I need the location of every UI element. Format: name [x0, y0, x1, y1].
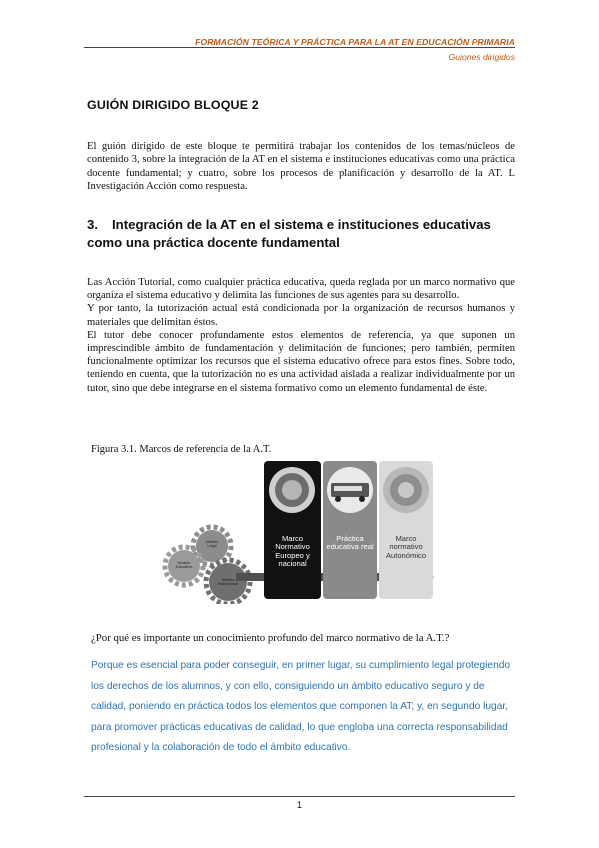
- header-rule: [84, 47, 515, 48]
- page-number: 1: [296, 800, 302, 810]
- document-title: GUIÓN DIRIGIDO BLOQUE 2: [87, 98, 259, 112]
- question-text: ¿Por qué es importante un conocimiento profundo del marco normativo de la A.T.?: [91, 632, 450, 644]
- gear-label: Modelo Legal: [205, 540, 219, 549]
- figure-frameworks: [150, 461, 438, 604]
- section-title: Integración de la AT en el sistema e instituciones educativas como una práctica docente fundamental: [87, 217, 491, 250]
- footer-rule: [84, 796, 515, 797]
- body-paragraph: El tutor debe conocer profundamente estos elementos de referencia, ya que suponen un imprescindible ámbito de fundamentación y delimitación de funciones; pero también, permiten funcionalmente optimizar los recursos que el sistema educativo ofrece para estos fines. Sobre todo, teniendo en cuenta, que la tutorización no es una actividad aislada a realizar individualmente por un tutor, sino que debe integrarse en el sistema formativo como un elemento fundamental de éste.: [87, 329, 515, 394]
- gear-label: Modelo Educativo: [175, 561, 193, 570]
- header-title: FORMACIÓN TEÓRICA Y PRÁCTICA PARA LA AT EN EDUCACIÓN PRIMARIA: [195, 37, 515, 47]
- column-label-text: Práctica educativa real: [326, 534, 374, 552]
- column-label-text: Marco normativo Autonómico: [385, 534, 427, 560]
- section-heading: [87, 216, 517, 252]
- section-body: [87, 276, 515, 395]
- column-label-text: Marco Normativo Europeo y nacional: [275, 534, 310, 569]
- header-subtitle: Guiones dirigidos: [448, 52, 515, 62]
- figure-graphic: [150, 461, 438, 604]
- intro-paragraph: El guión dirigido de este bloque te permitirá trabajar los contenidos de los temas/núcleos de contenido 3, sobre la integración de la AT en el sistema e instituciones educativas como una práctica docente fundamental; y cuatro, sobre los procesos de planificación y desarrollo de la AT. L Investigación Acción como respuesta.: [87, 141, 515, 193]
- body-paragraph: Y por tanto, la tutorización actual está condicionada por la organización de recursos humanos y materiales que delimitan éstos.: [87, 303, 515, 328]
- column-label: [323, 535, 377, 552]
- figure-caption: Figura 3.1. Marcos de referencia de la A.T.: [91, 444, 272, 455]
- column-label: [264, 535, 321, 569]
- gear-label: Modelo Institucional: [217, 578, 239, 587]
- answer-text: Porque es esencial para poder conseguir, en primer lugar, su cumplimiento legal protegiendo los derechos de los alumnos, y con ello, consiguiendo un ámbito educativo seguro y de calidad, poniendo en práctica todos los elementos que componen la AT; y, en segundo lugar, para promover prácticas educativas de calidad, lo que engloba una correcta responsabilidad profesional y la colaboración de todo el ámbito educativo.: [91, 660, 511, 754]
- column-label: [379, 535, 433, 560]
- section-number: 3.: [87, 217, 98, 232]
- body-paragraph: Las Acción Tutorial, como cualquier práctica educativa, queda reglada por un marco normativo que organiza el sistema educativo y delimita las funciones de sus agentes para su desarrollo.: [87, 277, 515, 302]
